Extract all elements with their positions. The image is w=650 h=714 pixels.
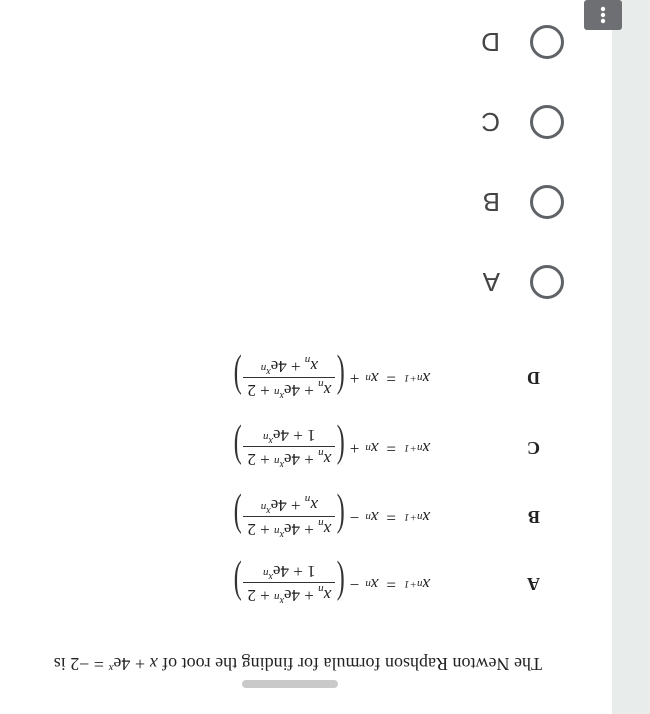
num-sub: n [318, 583, 324, 596]
lhs-var: x [422, 575, 430, 594]
num-exp-var: x [279, 595, 284, 607]
num-exp-sub: n [273, 455, 280, 468]
den-sub: n [304, 493, 311, 506]
num-rest: + 4e [283, 450, 319, 470]
rhs-sub: n [365, 578, 371, 590]
den-exp [262, 431, 273, 447]
choice-b[interactable] [483, 185, 564, 219]
equals-sign: = [386, 575, 397, 594]
den-exp-var: x [266, 505, 271, 517]
formula-option-d [235, 348, 540, 408]
right-paren: ) [234, 560, 243, 609]
left-paren: ( [336, 560, 345, 609]
side-rail [612, 0, 650, 714]
num-exp-var: x [279, 529, 284, 541]
radio-button[interactable] [530, 105, 564, 139]
den-text: 1 + 4e [272, 426, 316, 446]
formula-letter: A [527, 574, 540, 595]
den-exp-sub: n [262, 431, 269, 444]
num-tail: + 2 [247, 520, 274, 540]
lhs-sub: n+1 [404, 511, 423, 523]
question-equals: = −2 [70, 654, 109, 674]
rhs-sub: n [365, 442, 371, 454]
num-exp-sub: n [273, 525, 280, 538]
num-exp [273, 455, 284, 471]
denominator [257, 494, 322, 517]
num-sub: n [318, 447, 324, 460]
operator-sign: + [349, 439, 360, 458]
lhs-sub: n+1 [404, 442, 423, 454]
den-exp-var: x [266, 366, 271, 378]
choice-d[interactable] [481, 25, 564, 59]
formula-option-a [235, 554, 540, 614]
choice-label: C [481, 107, 500, 138]
num-rest: + 4e [283, 520, 319, 540]
den-exp [262, 567, 273, 583]
numerator [243, 517, 335, 541]
radio-button[interactable] [530, 25, 564, 59]
den-exp [260, 501, 271, 517]
fraction [243, 355, 335, 402]
rhs-var: x [370, 439, 379, 458]
formula-option-c [235, 418, 540, 478]
num-var: x [323, 586, 332, 606]
equals-sign: = [386, 439, 397, 458]
rhs-var: x [370, 369, 379, 388]
lhs-var: x [422, 508, 430, 527]
choice-label: A [482, 267, 500, 298]
choice-label: D [481, 27, 500, 58]
fraction [243, 426, 335, 471]
den-exp [260, 362, 271, 378]
rhs-sub: n [365, 372, 371, 384]
den-exp-sub: n [260, 362, 267, 375]
left-paren: ( [336, 424, 345, 473]
num-tail: + 2 [247, 381, 274, 401]
formula-letter: B [527, 507, 540, 528]
formula-option-b [235, 487, 540, 547]
equals-sign: = [386, 369, 397, 388]
den-exp-sub: n [260, 501, 267, 514]
den-exp-sub: n [262, 567, 269, 580]
left-paren: ( [336, 354, 345, 403]
formula-letter: D [527, 368, 540, 389]
rhs-var: x [370, 508, 379, 527]
num-sub: n [318, 517, 324, 530]
fraction [243, 562, 335, 607]
question-prefix: The Newton Raphson formula for finding the root of [157, 654, 542, 674]
num-var: x [323, 450, 332, 470]
more-vertical-icon [600, 6, 606, 24]
numerator [243, 447, 335, 471]
den-rest: + 4e [270, 496, 305, 516]
question-exp-x: x [108, 662, 114, 674]
right-paren: ) [234, 493, 243, 542]
fraction [243, 494, 335, 541]
num-exp-sub: n [273, 386, 280, 399]
choice-label: B [482, 187, 500, 218]
den-var: x [310, 357, 318, 377]
den-text: 1 + 4e [272, 562, 316, 582]
num-exp-sub: n [273, 591, 280, 604]
den-sub: n [304, 354, 311, 367]
left-paren: ( [336, 493, 345, 542]
num-rest: + 4e [283, 381, 319, 401]
rhs-var: x [370, 575, 379, 594]
lhs-sub: n+1 [404, 578, 423, 590]
num-rest: + 4e [283, 586, 319, 606]
num-tail: + 2 [247, 586, 274, 606]
question-text [22, 653, 542, 674]
equals-sign: = [386, 508, 397, 527]
num-tail: + 2 [247, 450, 274, 470]
num-exp [273, 386, 284, 402]
question-var-x: x [149, 654, 158, 674]
num-exp [273, 591, 284, 607]
numerator [243, 583, 335, 607]
lhs-var: x [422, 439, 430, 458]
denominator [257, 355, 322, 378]
num-var: x [323, 381, 332, 401]
denominator [259, 426, 320, 447]
den-exp-var: x [268, 571, 273, 583]
num-exp-var: x [279, 390, 284, 402]
operator-sign: − [349, 575, 360, 594]
radio-button[interactable] [530, 185, 564, 219]
lhs-var: x [422, 369, 430, 388]
rhs-sub: n [365, 511, 371, 523]
den-rest: + 4e [270, 357, 305, 377]
den-var: x [310, 496, 318, 516]
operator-sign: − [349, 508, 360, 527]
num-sub: n [318, 378, 324, 391]
den-exp-var: x [268, 435, 273, 447]
num-exp-var: x [279, 459, 284, 471]
choice-a[interactable] [483, 265, 564, 299]
num-exp [273, 525, 284, 541]
lhs-sub: n+1 [404, 372, 423, 384]
choice-c[interactable] [481, 105, 564, 139]
numerator [243, 378, 335, 402]
right-paren: ) [234, 424, 243, 473]
denominator [259, 562, 320, 583]
scrollbar-thumb[interactable] [242, 680, 338, 688]
more-options-button[interactable] [584, 0, 622, 30]
operator-sign: + [349, 369, 360, 388]
question-suffix: is [53, 654, 71, 674]
question-plus-4e: + 4e [113, 654, 150, 674]
radio-button[interactable] [530, 265, 564, 299]
formula-letter: C [527, 438, 540, 459]
right-paren: ) [234, 354, 243, 403]
num-var: x [323, 520, 332, 540]
